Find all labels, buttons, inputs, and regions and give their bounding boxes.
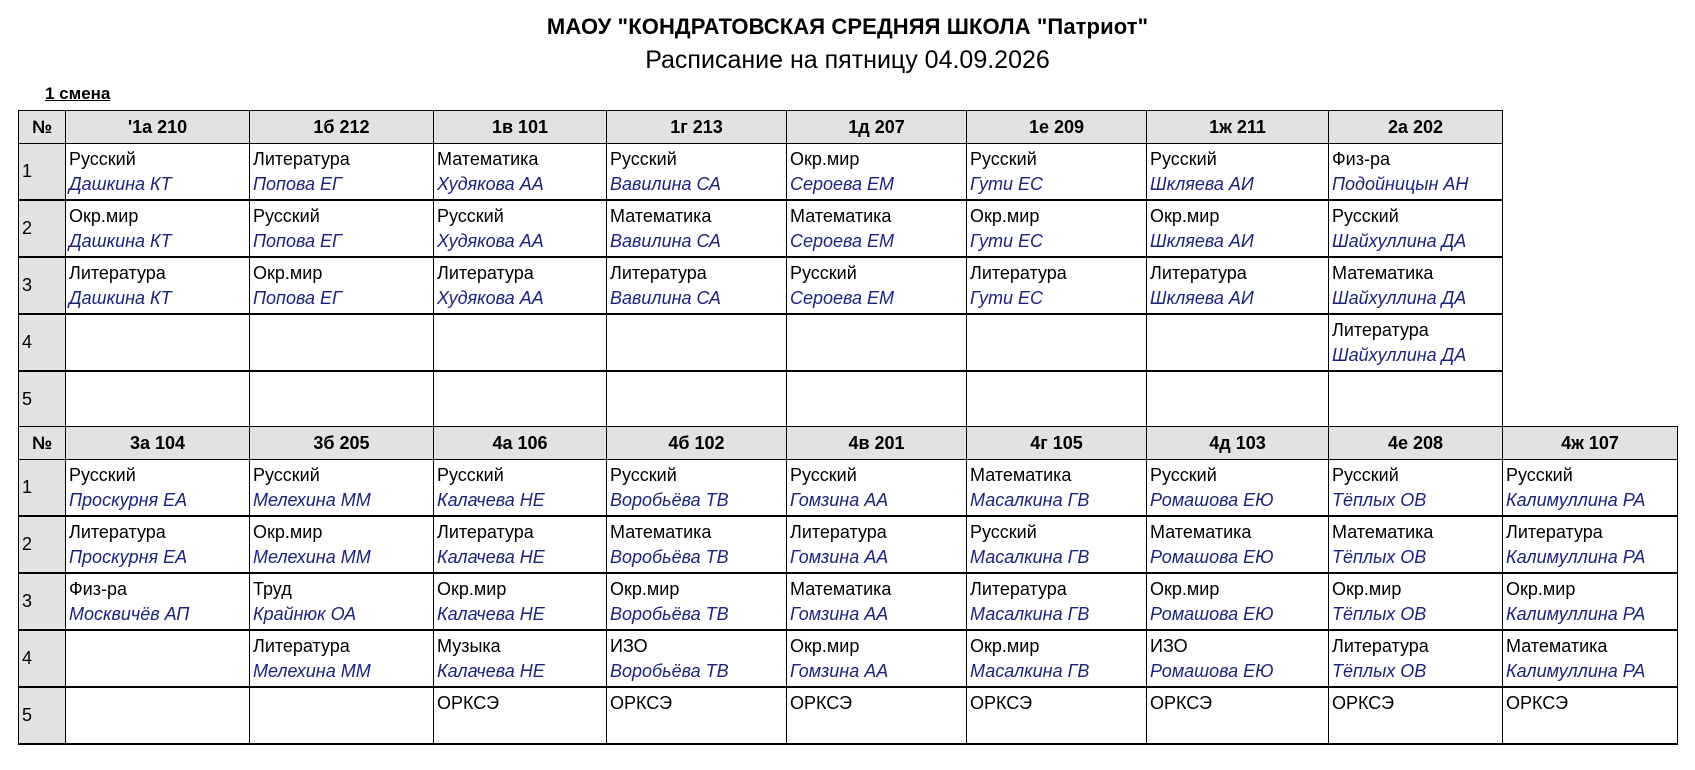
teacher-name [250, 399, 433, 425]
subject-name: Литература [1332, 636, 1429, 656]
lesson-cell [1329, 371, 1503, 428]
subject-name: Окр.мир [970, 206, 1040, 226]
subject-name [66, 372, 249, 399]
lesson-cell [1329, 257, 1503, 314]
subject-name: Литература [1506, 522, 1603, 542]
lesson-cell [787, 460, 967, 517]
subject-name: Русский [1506, 465, 1573, 485]
subject-name: ОРКСЭ [1506, 693, 1569, 713]
lesson-cell [1147, 144, 1329, 201]
teacher-name: Шайхуллина ДА [1332, 345, 1467, 365]
lesson-cell [607, 257, 787, 314]
lesson-cell [787, 257, 967, 314]
class-header: 1в 101 [434, 111, 607, 144]
lesson-number: 1 [19, 460, 66, 517]
lesson-cell [250, 630, 434, 687]
subject-name [66, 315, 249, 342]
subject-name [967, 372, 1146, 399]
lesson-cell [1329, 573, 1503, 630]
lesson-cell [967, 144, 1147, 201]
lesson-cell [250, 144, 434, 201]
lesson-cell [787, 144, 967, 201]
teacher-name: Ромашова ЕЮ [1150, 604, 1274, 624]
subject-name: Русский [1150, 149, 1217, 169]
lesson-number: 5 [19, 371, 66, 428]
subject-name: Окр.мир [253, 263, 323, 283]
subject-name: Литература [437, 263, 534, 283]
subject-name: ОРКСЭ [790, 693, 853, 713]
subject-name: Математика [790, 206, 892, 226]
teacher-name [250, 342, 433, 368]
subject-name: Окр.мир [1150, 579, 1220, 599]
subject-name: Литература [253, 149, 350, 169]
teacher-name: Дашкина КТ [69, 174, 172, 194]
lesson-cell [250, 314, 434, 371]
subject-name: ОРКСЭ [437, 693, 500, 713]
teacher-name [434, 715, 606, 741]
teacher-name: Крайнюк ОА [253, 604, 357, 624]
lesson-cell [1503, 516, 1678, 573]
teacher-name: Мелехина ММ [253, 490, 371, 510]
teacher-name: Масалкина ГВ [970, 661, 1090, 681]
subject-name: Математика [437, 149, 539, 169]
subject-name: Русский [69, 149, 136, 169]
teacher-name: Калачева НЕ [437, 547, 545, 567]
lesson-cell [967, 460, 1147, 517]
class-header: 4в 201 [787, 427, 967, 460]
teacher-name: Ромашова ЕЮ [1150, 547, 1274, 567]
teacher-name [1329, 399, 1502, 425]
teacher-name [1503, 715, 1677, 741]
lesson-cell [1147, 371, 1329, 428]
subject-name: ОРКСЭ [1150, 693, 1213, 713]
lesson-cell [250, 257, 434, 314]
class-header: 3б 205 [250, 427, 434, 460]
lesson-cell [434, 630, 607, 687]
class-header: 3а 104 [66, 427, 250, 460]
subject-name: Русский [437, 206, 504, 226]
subject-name: Окр.мир [437, 579, 507, 599]
subject-name: Математика [1506, 636, 1608, 656]
teacher-name: Масалкина ГВ [970, 547, 1090, 567]
lesson-cell [1329, 200, 1503, 257]
class-header: 4г 105 [967, 427, 1147, 460]
number-header: № [19, 111, 66, 144]
subject-name: ОРКСЭ [610, 693, 673, 713]
teacher-name: Гути ЕС [970, 174, 1044, 194]
subject-name [434, 315, 606, 342]
lesson-cell [250, 200, 434, 257]
subject-name [607, 315, 786, 342]
lesson-cell [66, 573, 250, 630]
teacher-name: Сероева ЕМ [790, 174, 895, 194]
teacher-name: Шайхуллина ДА [1332, 288, 1467, 308]
lesson-cell [607, 630, 787, 687]
lesson-number: 1 [19, 144, 66, 201]
teacher-name: Воробьёва ТВ [610, 547, 729, 567]
lesson-number: 5 [19, 687, 66, 744]
teacher-name: Гути ЕС [970, 231, 1044, 251]
lesson-cell [607, 371, 787, 428]
teacher-name: Гомзина АА [790, 661, 889, 681]
subject-name: ИЗО [610, 636, 648, 656]
lesson-cell [66, 687, 250, 744]
lesson-cell [787, 314, 967, 371]
lesson-cell [1503, 630, 1678, 687]
teacher-name [1147, 715, 1328, 741]
lesson-row [19, 144, 1503, 201]
lesson-row [19, 516, 1678, 573]
lesson-cell [66, 371, 250, 428]
teacher-name [66, 399, 249, 425]
lesson-cell [66, 257, 250, 314]
lesson-cell [1329, 687, 1503, 744]
teacher-name [787, 342, 966, 368]
teacher-name: Калачева НЕ [437, 661, 545, 681]
subject-name: Окр.мир [1332, 579, 1402, 599]
teacher-name: Гомзина АА [790, 604, 889, 624]
teacher-name: Сероева ЕМ [790, 231, 895, 251]
lesson-cell [66, 630, 250, 687]
subject-name [250, 372, 433, 399]
subject-name [1147, 372, 1328, 399]
teacher-name: Вавилина СА [610, 231, 721, 251]
lesson-cell [607, 314, 787, 371]
teacher-name: Шайхуллина ДА [1332, 231, 1467, 251]
teacher-name: Худякова АА [437, 288, 544, 308]
teacher-name: Тёплых ОВ [1332, 547, 1427, 567]
lesson-row [19, 371, 1503, 428]
lesson-cell [787, 573, 967, 630]
teacher-name: Тёплых ОВ [1332, 604, 1427, 624]
subject-name: Русский [790, 263, 857, 283]
lesson-cell [1503, 460, 1678, 517]
teacher-name [787, 399, 966, 425]
subject-name [66, 688, 249, 715]
teacher-name: Калимуллина РА [1506, 490, 1646, 510]
subject-name: ОРКСЭ [1332, 693, 1395, 713]
teacher-name [787, 715, 966, 741]
teacher-name: Дашкина КТ [69, 231, 172, 251]
subject-name [1329, 372, 1502, 399]
subject-name: Литература [1150, 263, 1247, 283]
teacher-name [250, 715, 433, 741]
lesson-cell [967, 314, 1147, 371]
subject-name: Математика [790, 579, 892, 599]
teacher-name: Масалкина ГВ [970, 604, 1090, 624]
subject-name: Окр.мир [970, 636, 1040, 656]
teacher-name: Тёплых ОВ [1332, 661, 1427, 681]
lesson-row [19, 200, 1503, 257]
lesson-cell [434, 573, 607, 630]
teacher-name: Попова ЕГ [253, 231, 342, 251]
subject-name: Физ-ра [1332, 149, 1391, 169]
teacher-name [967, 715, 1146, 741]
class-header: 4б 102 [607, 427, 787, 460]
teacher-name: Калачева НЕ [437, 604, 545, 624]
teacher-name: Шкляева АИ [1150, 288, 1254, 308]
subject-name: Русский [1150, 465, 1217, 485]
subject-name: Литература [610, 263, 707, 283]
subject-name: Окр.мир [69, 206, 139, 226]
lesson-row [19, 460, 1678, 517]
lesson-cell [967, 687, 1147, 744]
subject-name: Окр.мир [1150, 206, 1220, 226]
lesson-cell [967, 630, 1147, 687]
lesson-cell [967, 200, 1147, 257]
class-header: 4е 208 [1329, 427, 1503, 460]
class-header: '1а 210 [66, 111, 250, 144]
class-header: 4ж 107 [1503, 427, 1678, 460]
teacher-name: Ромашова ЕЮ [1150, 661, 1274, 681]
teacher-name [607, 715, 786, 741]
teacher-name [1147, 399, 1328, 425]
lesson-cell [434, 460, 607, 517]
lesson-cell [434, 371, 607, 428]
lesson-cell [1147, 314, 1329, 371]
class-header: 1б 212 [250, 111, 434, 144]
lesson-cell [607, 687, 787, 744]
number-header: № [19, 427, 66, 460]
subject-name: Русский [970, 522, 1037, 542]
lesson-cell [787, 371, 967, 428]
class-header: 2а 202 [1329, 111, 1503, 144]
subject-name: Математика [1332, 263, 1434, 283]
lesson-number: 3 [19, 257, 66, 314]
lesson-cell [1147, 460, 1329, 517]
subject-name: Математика [610, 206, 712, 226]
teacher-name: Москвичёв АП [69, 604, 190, 624]
teacher-name: Попова ЕГ [253, 288, 342, 308]
subject-name: Русский [610, 149, 677, 169]
teacher-name: Подойницын АН [1332, 174, 1469, 194]
lesson-number: 2 [19, 516, 66, 573]
lesson-number: 4 [19, 630, 66, 687]
lesson-cell [607, 516, 787, 573]
teacher-name: Калимуллина РА [1506, 604, 1646, 624]
lesson-cell [1503, 687, 1678, 744]
subject-name: Математика [610, 522, 712, 542]
lesson-cell [967, 573, 1147, 630]
lesson-cell [1147, 200, 1329, 257]
lesson-number: 3 [19, 573, 66, 630]
subject-name: Русский [970, 149, 1037, 169]
teacher-name: Масалкина ГВ [970, 490, 1090, 510]
lesson-cell [66, 314, 250, 371]
teacher-name: Гомзина АА [790, 547, 889, 567]
subject-name: Окр.мир [790, 636, 860, 656]
school-title: МАОУ "КОНДРАТОВСКАЯ СРЕДНЯЯ ШКОЛА "Патриот" [546, 14, 1149, 39]
lesson-cell [434, 314, 607, 371]
lesson-cell [1329, 516, 1503, 573]
lesson-cell [787, 516, 967, 573]
teacher-name: Воробьёва ТВ [610, 490, 729, 510]
teacher-name: Попова ЕГ [253, 174, 342, 194]
teacher-name [967, 399, 1146, 425]
teacher-name [66, 715, 249, 741]
subject-name: ОРКСЭ [970, 693, 1033, 713]
lesson-cell [250, 573, 434, 630]
lesson-cell [434, 516, 607, 573]
lesson-cell [250, 371, 434, 428]
class-header: 4д 103 [1147, 427, 1329, 460]
class-header: 1е 209 [967, 111, 1147, 144]
subject-name: Литература [790, 522, 887, 542]
lesson-row [19, 630, 1678, 687]
subject-name [607, 372, 786, 399]
subject-name [1147, 315, 1328, 342]
subject-name: Русский [610, 465, 677, 485]
teacher-name [607, 342, 786, 368]
lesson-cell [66, 144, 250, 201]
lesson-cell [967, 371, 1147, 428]
subject-name: Математика [1332, 522, 1434, 542]
lesson-cell [1503, 573, 1678, 630]
subject-name: Литература [253, 636, 350, 656]
lesson-cell [967, 257, 1147, 314]
subject-name: Русский [69, 465, 136, 485]
subject-name: Литература [970, 263, 1067, 283]
subject-name: Труд [253, 579, 292, 599]
schedule-date-title: Расписание на пятницу 04.09.2026 [645, 46, 1050, 74]
teacher-name [434, 342, 606, 368]
subject-name: Русский [790, 465, 857, 485]
teacher-name: Ромашова ЕЮ [1150, 490, 1274, 510]
lesson-cell [607, 573, 787, 630]
lesson-number: 4 [19, 314, 66, 371]
subject-name: Окр.мир [1506, 579, 1576, 599]
subject-name: Русский [1332, 206, 1399, 226]
subject-name: Окр.мир [253, 522, 323, 542]
teacher-name: Проскурня ЕА [69, 490, 188, 510]
teacher-name: Дашкина КТ [69, 288, 172, 308]
class-header: 1ж 211 [1147, 111, 1329, 144]
lesson-cell [787, 630, 967, 687]
teacher-name: Калимуллина РА [1506, 547, 1646, 567]
lesson-number: 2 [19, 200, 66, 257]
teacher-name: Шкляева АИ [1150, 174, 1254, 194]
subject-name: ИЗО [1150, 636, 1188, 656]
teacher-name: Тёплых ОВ [1332, 490, 1427, 510]
teacher-name [967, 342, 1146, 368]
teacher-name [607, 399, 786, 425]
lesson-cell [434, 144, 607, 201]
teacher-name: Проскурня ЕА [69, 547, 188, 567]
lesson-cell [1329, 314, 1503, 371]
subject-name: Русский [253, 465, 320, 485]
lesson-cell [607, 460, 787, 517]
teacher-name: Вавилина СА [610, 174, 721, 194]
subject-name [250, 315, 433, 342]
subject-name [66, 631, 249, 658]
lesson-cell [250, 687, 434, 744]
teacher-name [1147, 342, 1328, 368]
teacher-name: Худякова АА [437, 174, 544, 194]
teacher-name: Худякова АА [437, 231, 544, 251]
lesson-cell [607, 144, 787, 201]
lesson-cell [607, 200, 787, 257]
subject-name: Математика [1150, 522, 1252, 542]
subject-name [787, 372, 966, 399]
subject-name: Окр.мир [610, 579, 680, 599]
class-header: 1г 213 [607, 111, 787, 144]
subject-name: Окр.мир [790, 149, 860, 169]
lesson-cell [967, 516, 1147, 573]
subject-name [787, 315, 966, 342]
lesson-cell [787, 687, 967, 744]
lesson-cell [250, 516, 434, 573]
teacher-name: Шкляева АИ [1150, 231, 1254, 251]
subject-name: Русский [253, 206, 320, 226]
teacher-name: Мелехина ММ [253, 547, 371, 567]
teacher-name [66, 658, 249, 684]
subject-name: Литература [970, 579, 1067, 599]
lesson-cell [787, 200, 967, 257]
teacher-name: Гути ЕС [970, 288, 1044, 308]
subject-name: Физ-ра [69, 579, 128, 599]
teacher-name: Вавилина СА [610, 288, 721, 308]
subject-name [250, 688, 433, 715]
lesson-cell [434, 257, 607, 314]
teacher-name: Мелехина ММ [253, 661, 371, 681]
subject-name: Русский [437, 465, 504, 485]
lesson-cell [66, 200, 250, 257]
teacher-name: Гомзина АА [790, 490, 889, 510]
lesson-cell [434, 200, 607, 257]
class-header: 1д 207 [787, 111, 967, 144]
lesson-cell [1329, 460, 1503, 517]
lesson-row [19, 573, 1678, 630]
teacher-name: Воробьёва ТВ [610, 604, 729, 624]
lesson-row [19, 257, 1503, 314]
subject-name: Литература [69, 522, 166, 542]
lesson-cell [1147, 573, 1329, 630]
lesson-cell [1329, 144, 1503, 201]
shift-label: 1 смена [45, 84, 111, 103]
lesson-cell [1147, 630, 1329, 687]
teacher-name: Калачева НЕ [437, 490, 545, 510]
lesson-cell [1147, 687, 1329, 744]
lesson-cell [1147, 516, 1329, 573]
teacher-name [434, 399, 606, 425]
subject-name: Литература [69, 263, 166, 283]
lesson-cell [434, 687, 607, 744]
schedule-table-2 [18, 426, 1678, 745]
subject-name: Литература [1332, 320, 1429, 340]
schedule-table-1 [18, 110, 1503, 429]
subject-name [967, 315, 1146, 342]
teacher-name [1329, 715, 1502, 741]
teacher-name: Сероева ЕМ [790, 288, 895, 308]
lesson-row [19, 314, 1503, 371]
class-header: 4а 106 [434, 427, 607, 460]
subject-name: Математика [970, 465, 1072, 485]
teacher-name: Воробьёва ТВ [610, 661, 729, 681]
subject-name: Музыка [437, 636, 501, 656]
lesson-cell [66, 516, 250, 573]
lesson-cell [66, 460, 250, 517]
teacher-name [66, 342, 249, 368]
teacher-name: Калимуллина РА [1506, 661, 1646, 681]
lesson-cell [1329, 630, 1503, 687]
subject-name [434, 372, 606, 399]
lesson-cell [1147, 257, 1329, 314]
subject-name: Русский [1332, 465, 1399, 485]
lesson-cell [250, 460, 434, 517]
subject-name: Литература [437, 522, 534, 542]
lesson-row [19, 687, 1678, 744]
